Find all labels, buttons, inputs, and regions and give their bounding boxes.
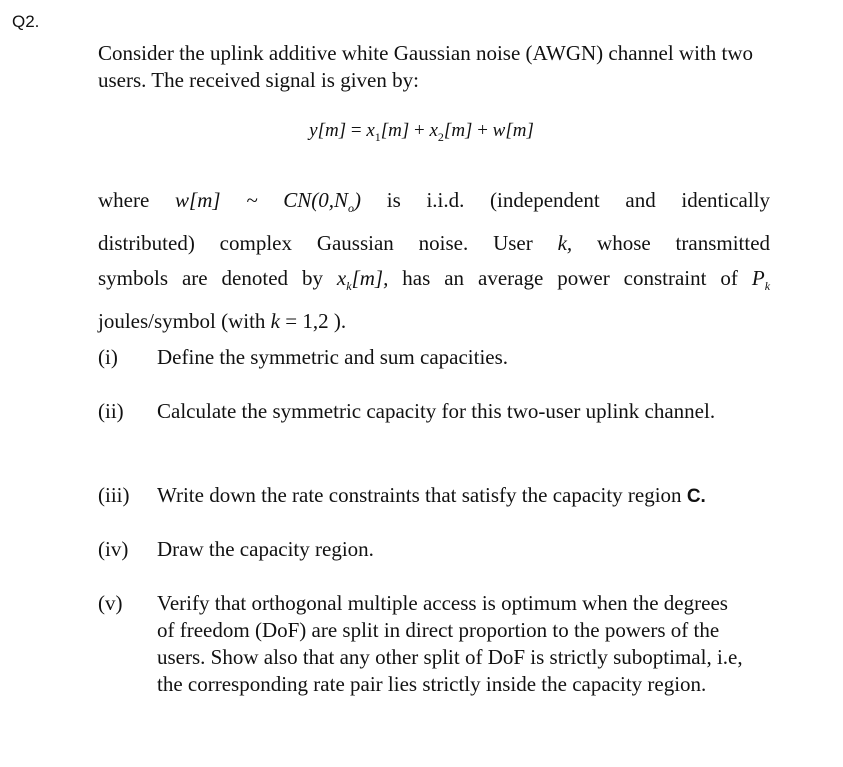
noise-expression: w[m] ~ $CN(0,N_o)$: [175, 188, 362, 216]
list-item: [98, 536, 788, 563]
item-number: (v): [98, 591, 123, 615]
intro-paragraph: Consider the uplink additive white Gaussian noise (AWGN) channel with two users. The received signal is given by:: [98, 41, 754, 92]
list-item: [98, 590, 788, 698]
item-text: Verify that orthogonal multiple access is optimum when the degrees of freedom (DoF) are split in direct proportion to the powers of the users. Show also that any other split of DoF is strictly suboptimal, i.e, the corresponding rate pair lies strictly inside the capacity region.: [157, 591, 743, 696]
list-item: [98, 344, 788, 371]
item-number: (ii): [98, 399, 124, 423]
item-number: (i): [98, 345, 118, 369]
question-label: Q2.: [12, 12, 40, 31]
list-item: [98, 398, 788, 425]
where-line-2: distributed) complex Gaussian noise. User k, whose transmitted: [98, 231, 771, 256]
item-text: Define the symmetric and sum capacities.: [157, 345, 509, 369]
item-number: (iv): [98, 537, 129, 561]
item-text: Write down the rate constraints that satisfy the capacity region C.: [157, 483, 706, 507]
where-line-1: where w[m] ~ $CN(0,N_o)$ is i.i.d. (independent and identically: [98, 188, 771, 216]
where-paragraph: [98, 183, 770, 339]
item-text: Calculate the symmetric capacity for this two-user uplink channel.: [157, 399, 716, 423]
list-item: [98, 482, 788, 510]
where-line-3: symbols are denoted by $x_k[m]$, has an average power constraint of $P_k$: [98, 266, 771, 294]
received-signal-equation: $y[m] = x_1[m] + x_2[m] + w[m]$: [309, 120, 534, 144]
where-line-4: joules/symbol (with k = 1,2 ).: [98, 309, 347, 334]
item-number: (iii): [98, 483, 130, 507]
item-text: Draw the capacity region.: [157, 537, 374, 561]
